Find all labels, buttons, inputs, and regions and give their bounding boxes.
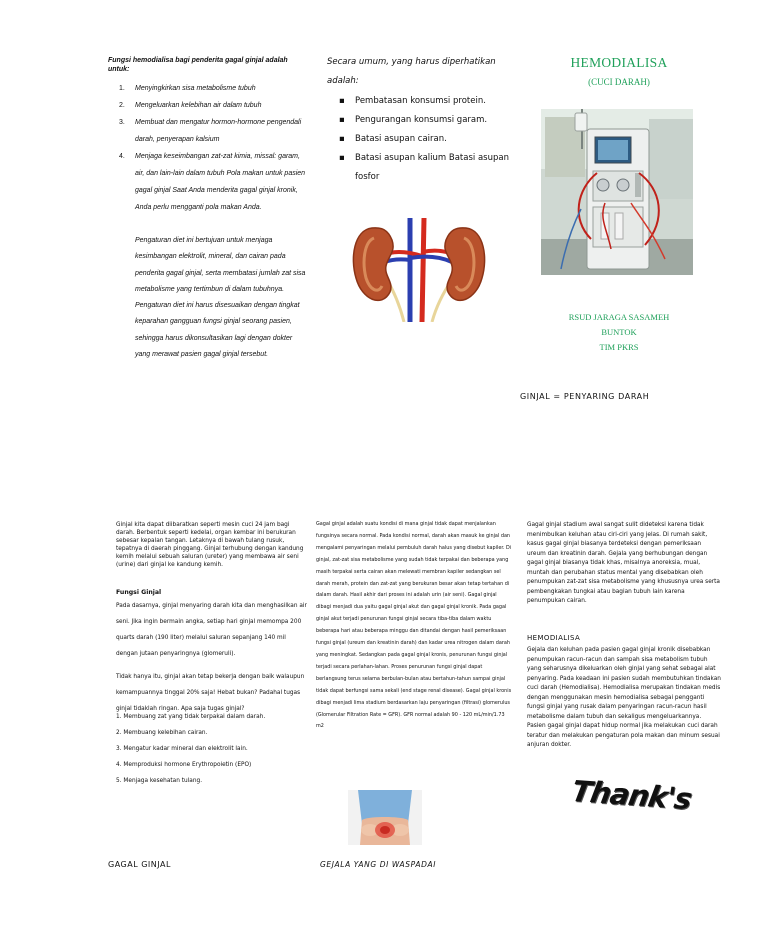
kidney-failure-paragraph: Gagal ginjal adalah suatu kondisi di mana ginjal tidak dapat menjalankan fungsinya secara normal. Pada kondisi normal, darah akan masuk ke ginjal dan mengalami penyaringan melalui pembuluh darah halus yang disebut kapiler. Di ginjal, zat-zat sisa metabolisme yang sudah tidak terpakai dan beberapa yang masih terpakai serta cairan akan melewati membran kapiler sedangkan sel darah merah, protein dan zat-zat yang berukuran besar akan tetap tertahan di dalam darah. Hasil akhir dari proses ini adalah urin (air seni). Gagal ginjal dibagi menjadi dua yaitu gagal ginjal akut dan gagal ginjal kronik. Pada gagal ginjal akut terjadi penurunan fungsi ginjal secara tiba-tiba dalam waktu beberapa hari atau beberapa minggu dan ditandai dengan hasil pemeriksaan fungsi ginjal (ureum dan kreatinin darah) dan kadar urea nitrogen dalam darah yang meningkat. Sedangkan pada gagal ginjal kronis, penurunan fungsi ginjal terjadi secara perlahan-lahan. Proses penurunan fungsi ginjal dapat berlangsung terus selama berbulan-bulan atau bertahun-tahun sampai ginjal tidak dapat berfungsi sama sekali (end stage renal disease). Gagal ginjal kronis dibagi menjadi lima stadium berdasarkan laju penyaringan (filtrasi) glomerulus (Glomerular Filtration Rate = GFR). GFR normal adalah 90 - 120 mL/min/1.73 m2 [316,521,512,730]
list-text: Pembatasan konsumsi protein. [355,96,486,106]
brochure-title: HEMODIALISA [570,55,668,70]
list-text: Pengurangan konsumsi garam. [355,115,488,125]
early-symptoms-paragraph: Gagal ginjal stadium awal sangat sulit dideteksi karena tidak menimbulkan keluhan atau ciri-ciri yang jelas. Di rumah sakit, kasus gagal ginjal biasanya terdeteksi dengan pemeriksaan ureum dan kreatinin darah. Gejala yang berhubungan dengan gagal ginjal biasanya tidak khas, misalnya anoreksia, mual, muntah dan perubahan status mental yang disebabkan oleh penumpukan zat-zat sisa metabolisme yang khususnya urea serta pembengkakan tungkai atau bagian tubuh lain karena penumpukan cairan. [527,522,720,604]
list-item [108,114,308,148]
bullet-icon: ▪ [339,96,345,106]
hemodialysis-machine-photo [541,109,693,275]
list-item [335,149,515,187]
list-item: 5. Menjaga kesehatan tulang. [116,778,203,784]
list-text: Batasi asupan kalium Batasi asupan fosfor [355,153,509,182]
list-item: 3. Mengatur kadar mineral dan elektrolit lain. [116,746,248,752]
diet-bullet-list [335,92,515,187]
list-item [335,111,515,130]
org-line: BUNTOK [601,327,637,337]
list-number: 3. [119,119,125,126]
kidney-function-paragraph: Pada dasarnya, ginjal menyaring darah kita dan menghasilkan air seni. Jika ingin bermain angka, setiap hari ginjal memompa 200 quarts darah (190 liter) melalui saluran sepanjang 140 mil dengan jutaan penyaringnya (glomeruli). [116,603,307,657]
footer-label: GAGAL GINJAL [108,860,171,869]
list-text: Menjaga keseimbangan zat-zat kimia, missal: garam, air, dan lain-lain dalam tubuh Pola makan untuk pasien gagal ginjal Saat Anda menderita gagal ginjal kronik, Anda perlu mengganti pola makan Anda. [135,153,306,211]
list-item [335,130,515,149]
list-item [108,97,308,114]
hemodialysis-paragraph: Gejala dan keluhan pada pasien gagal ginjal kronik disebabkan penumpukan racun-racun dan sampah sisa metabolism tubuh yang seharusnya dikeluarkan oleh ginjal yang sehat sebagai alat penyaring. Pada keadaan ini pasien sudah membutuhkan tindakan cuci darah (Hemodialisa). Hemodialisa merupakan tindakan medis dengan menggunakan mesin hemodialisa sebagai pengganti fungsi ginjal yang rusak dalam penyaringan racun-racun hasil metabolisme dalam tubuh dan sekaligus mengeluarkannya. Pasien gagal ginjal dapat hidup normal jika melakukan cuci darah teratur dan melakukan pengaturan pola makan dan minum sesuai anjuran dokter. [527,647,721,748]
list-item: 2. Membuang kelebihan cairan. [116,730,208,736]
org-line: RSUD JARAGA SASAMEH [568,312,670,322]
list-text: Batasi asupan cairan. [355,134,447,144]
list-text: Menyingkirkan sisa metabolisme tubuh [135,85,256,92]
thanks-wordart: Thank's [569,774,694,816]
kidney-illustration [352,218,486,322]
organization-block [546,310,692,355]
list-item [335,92,515,111]
list-number: 1. [119,85,125,92]
bullet-icon: ▪ [339,134,345,144]
brochure-subtitle: (CUCI DARAH) [588,77,650,87]
list-number: 4. [119,153,125,160]
list-item: 1. Membuang zat yang tidak terpakai dalam darah. [116,714,266,720]
list-item: 4. Memproduksi hormone Erythropoietin (EPO) [116,762,252,768]
tagline: GINJAL = PENYARING DARAH [520,392,650,401]
hemodialysis-function-intro: Fungsi hemodialisa bagi penderita gagal ginjal adalah untuk: [108,57,288,73]
list-item [108,148,308,216]
bullet-icon: ▪ [339,115,345,125]
section-heading: Fungsi Ginjal [116,589,162,596]
list-text: Membuat dan mengatur hormon-hormone pengendali darah, penyerapan kalsium [135,119,302,143]
bullet-icon: ▪ [339,153,345,163]
section-heading: HEMODIALISA [527,634,581,642]
kidney-intro-paragraph: Ginjal kita dapat diibaratkan seperti mesin cuci 24 jam bagi darah. Berbentuk seperti kedelai, organ kembar ini berukuran sebesar kepalan tangan. Letaknya di bawah tulang rusuk, tepatnya di daerah pinggang. Ginjal terhubung dengan kandung kemih melalui sebuah saluran (ureter) yang membawa air seni (urine) dari ginjal ke kandung kemih. [116,522,304,568]
org-line: TIM PKRS [599,342,639,352]
list-number: 2. [119,102,125,109]
hemodialysis-function-list [108,80,308,216]
list-text: Mengeluarkan kelebihan air dalam tubuh [135,102,262,109]
diet-paragraph: Pengaturan diet ini bertujuan untuk menjaga kesimbangan elektrolit, mineral, dan cairan pada penderita gagal ginjal, serta membatasi jumlah zat sisa metabolisme yang tertimbun di dalam tubuhnya. Pengaturan diet ini harus disesuaikan dengan tingkat keparahan gangguan fungsi ginjal seorang pasien, sehingga harus dikonsultasikan lagi dengan dokter yang merawat pasien gagal ginjal tersebut. [135,237,306,359]
kidney-capacity-paragraph: Tidak hanya itu, ginjal akan tetap bekerja dengan baik walaupun kemampuannya tinggal 20% saja! Hebat bukan? Padahal tugas ginjal tidaklah ringan. Apa saja tugas ginjal? [116,674,305,712]
back-pain-photo [348,790,422,845]
footer-label: GEJALA YANG DI WASPADAI [320,860,437,869]
list-item [108,80,308,97]
diet-lead-text: Secara umum, yang harus diperhatikan adalah: [327,57,496,86]
kidney-task-list [116,709,306,789]
